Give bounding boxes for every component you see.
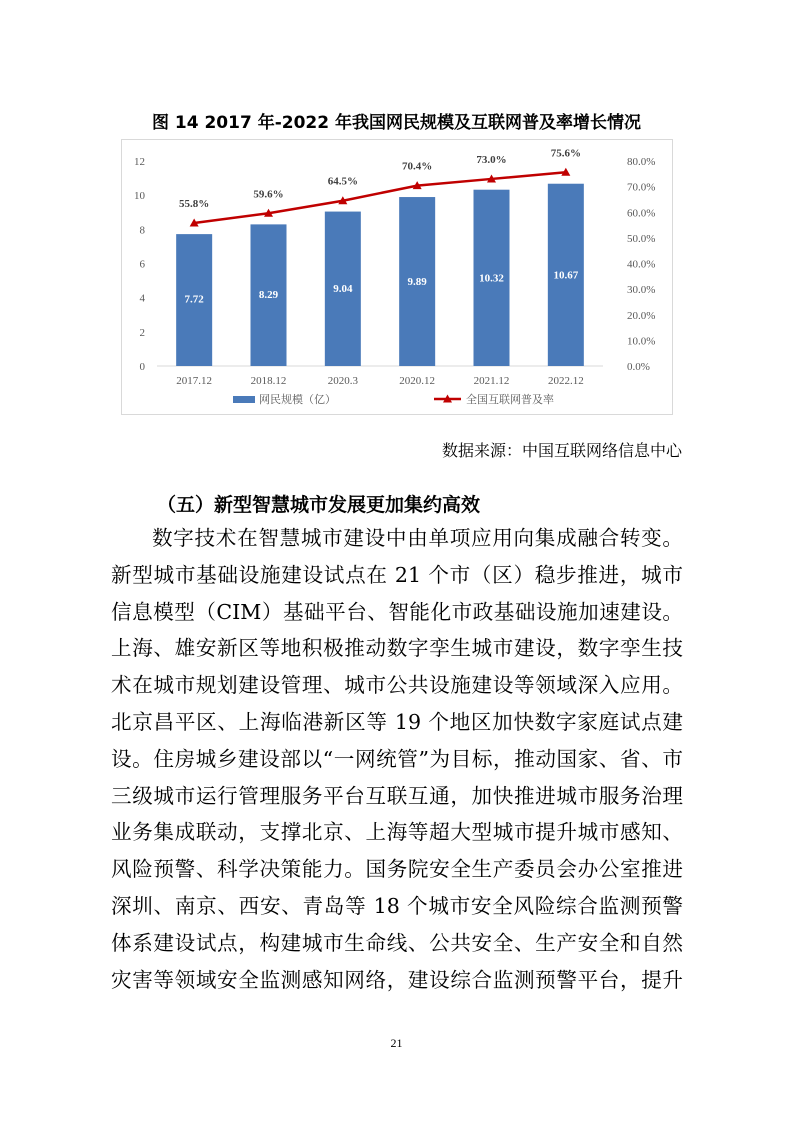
body-line: 信息模型（CIM）基础平台、智能化市政基础设施加速建设。 [111,599,683,624]
body-line: 三级城市运行管理服务平台互联互通，加快推进城市服务治理 [111,783,683,808]
x-tick-label: 2020.3 [327,375,358,387]
y-right-tick-label: 70.0% [627,181,656,194]
y-right-tick-label: 40.0% [627,258,656,271]
bar-data-label: 10.67 [553,269,579,282]
body-line: 设。住房城乡建设部以“一网统管”为目标，推动国家、省、市 [111,746,683,771]
x-tick-label: 2021.12 [473,375,510,387]
bar-data-label: 9.89 [407,275,427,288]
y-right-tick-label: 20.0% [627,309,656,322]
rate-data-label: 75.6% [550,147,581,160]
rate-data-label: 73.0% [476,153,507,166]
y-left-tick-label: 10 [134,190,145,203]
y-left-tick-label: 6 [139,258,145,271]
rate-data-label: 64.5% [327,175,358,188]
section-heading: （五）新型智慧城市发展更加集约高效 [157,494,481,516]
y-left-tick-label: 4 [139,292,145,305]
x-tick-label: 2017.12 [176,375,213,387]
legend-bar-swatch [233,396,255,403]
bar-data-label: 9.04 [333,282,353,295]
page-number: 21 [390,1036,403,1050]
body-paragraph [111,520,683,998]
legend-bar-label: 网民规模（亿） [259,393,336,406]
y-right-tick-label: 50.0% [627,232,656,245]
figure-title: 图 14 2017 年-2022 年我国网民规模及互联网普及率增长情况 [151,113,641,133]
legend-line-label: 全国互联网普及率 [466,393,554,406]
combo-chart [121,139,673,415]
bar-data-label: 7.72 [184,293,204,306]
y-left-tick-label: 8 [139,224,145,237]
y-right-tick-label: 10.0% [627,335,656,348]
body-line: 深圳、南京、西安、青岛等 18 个城市安全风险综合监测预警 [111,893,683,918]
y-left-tick-label: 0 [139,361,145,373]
x-tick-label: 2018.12 [250,375,287,387]
bar-data-label: 8.29 [258,289,279,302]
y-right-tick-label: 0.0% [627,361,650,373]
body-line: 灾害等领域安全监测感知网络，建设综合监测预警平台，提升 [111,967,683,992]
x-tick-label: 2022.12 [547,375,584,387]
y-left-tick-label: 12 [134,156,145,168]
y-left-tick-label: 2 [139,326,145,339]
body-line: 数字技术在智慧城市建设中由单项应用向集成融合转变。 [152,526,683,550]
body-line: 风险预警、科学决策能力。国务院安全生产委员会办公室推进 [111,857,683,882]
bar-data-label: 10.32 [479,272,504,285]
y-right-tick-label: 30.0% [627,284,656,297]
body-line: 业务集成联动，支撑北京、上海等超大型城市提升城市感知、 [111,820,683,845]
body-line: 新型城市基础设施建设试点在 21 个市（区）稳步推进，城市 [111,562,683,587]
rate-data-label: 55.8% [179,198,210,211]
body-line: 术在城市规划建设管理、城市公共设施建设等领域深入应用。 [111,673,683,698]
body-line: 上海、雄安新区等地积极推动数字孪生城市建设，数字孪生技 [111,636,683,661]
rate-data-label: 59.6% [253,188,284,201]
figure-source: 数据来源：中国互联网络信息中心 [441,441,682,460]
body-line: 体系建设试点，构建城市生命线、公共安全、生产安全和自然 [111,930,683,955]
rate-data-label: 70.4% [402,160,433,173]
x-tick-label: 2020.12 [399,375,436,387]
y-right-tick-label: 80.0% [627,156,656,168]
body-line: 北京昌平区、上海临港新区等 19 个地区加快数字家庭试点建 [111,709,683,734]
y-right-tick-label: 60.0% [627,207,656,220]
